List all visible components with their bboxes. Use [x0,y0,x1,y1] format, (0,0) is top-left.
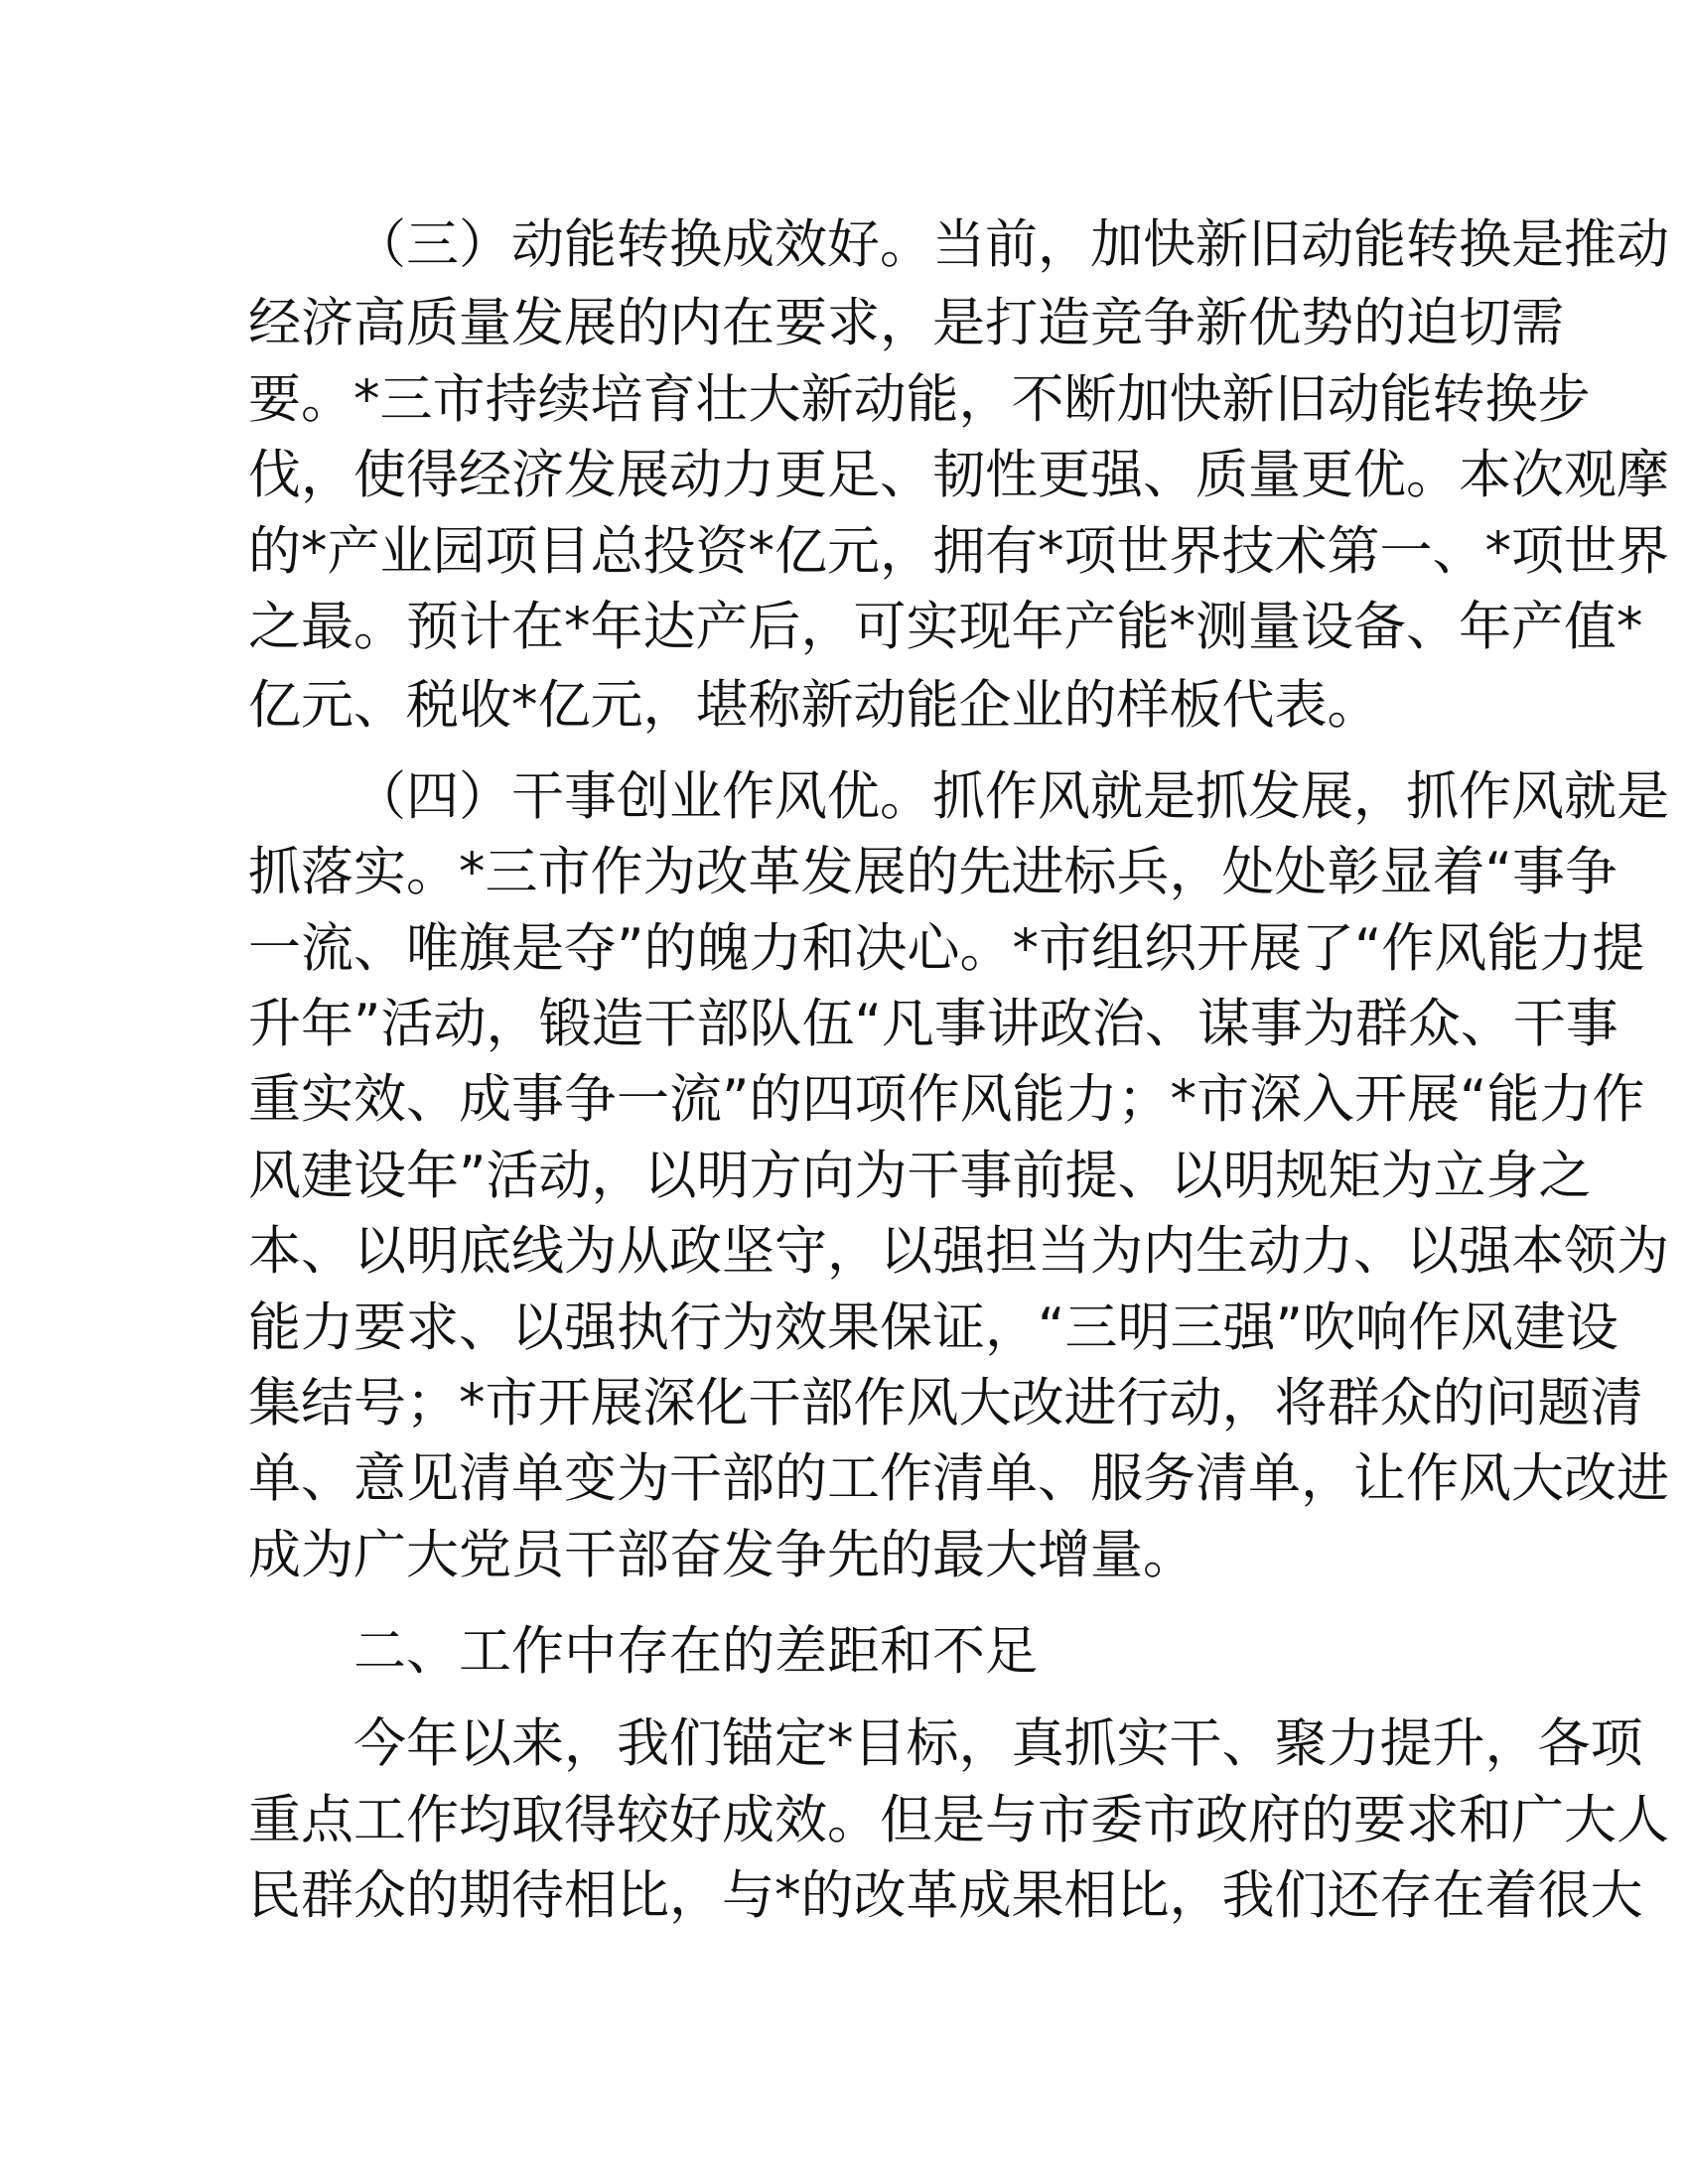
text-line: （四）干事创业作风优。抓作风就是抓发展，抓作风就是 [353,766,1669,827]
text-line: 风建设年”活动，以明方向为干事前提、以明规矩为立身之 [248,1146,1592,1206]
text-line: 二、工作中存在的差距和不足 [353,1621,1038,1682]
text-line: 重点工作均取得较好成效。但是与市委市政府的要求和广大人 [248,1790,1669,1850]
text-line: 亿元、税收*亿元，堪称新动能企业的样板代表。 [248,675,1380,736]
text-line: 集结号；*市开展深化干部作风大改进行动，将群众的问题清 [248,1373,1643,1433]
text-line: 重实效、成事争一流”的四项作风能力；*市深入开展“能力作 [248,1069,1645,1130]
text-line: 之最。预计在*年达产后，可实现年产能*测量设备、年产值* [248,597,1643,657]
text-line: 伐，使得经济发展动力更足、韧性更强、质量更优。本次观摩 [248,445,1669,505]
text-line: 经济高质量发展的内在要求，是打造竞争新优势的迫切需 [248,293,1564,353]
text-line: 单、意见清单变为干部的工作清单、服务清单，让作风大改进 [248,1448,1669,1509]
text-line: 能力要求、以强执行为效果保证，“三明三强”吹响作风建设 [248,1297,1618,1358]
text-line: 成为广大党员干部奋发争先的最大增量。 [248,1525,1196,1585]
text-line: 民群众的期待相比，与*的改革成果相比，我们还存在着很大 [248,1865,1643,1926]
text-line: 抓落实。*三市作为改革发展的先进标兵，处处彰显着“事争 [248,842,1618,902]
text-line: 的*产业园项目总投资*亿元，拥有*项世界技术第一、*项世界 [248,521,1669,582]
text-line: 本、以明底线为从政坚守，以强担当为内生动力、以强本领为 [248,1221,1669,1282]
text-line: 一流、唯旗是夺”的魄力和决心。*市组织开展了“作风能力提 [248,918,1645,979]
text-line: 升年”活动，锻造干部队伍“凡事讲政治、谋事为群众、干事 [248,994,1618,1054]
text-line: （三）动能转换成效好。当前，加快新旧动能转换是推动 [353,214,1669,275]
text-line: 要。*三市持续培育壮大新动能，不断加快新旧动能转换步 [248,369,1591,430]
text-line: 今年以来，我们锚定*目标，真抓实干、聚力提升，各项 [353,1713,1643,1774]
